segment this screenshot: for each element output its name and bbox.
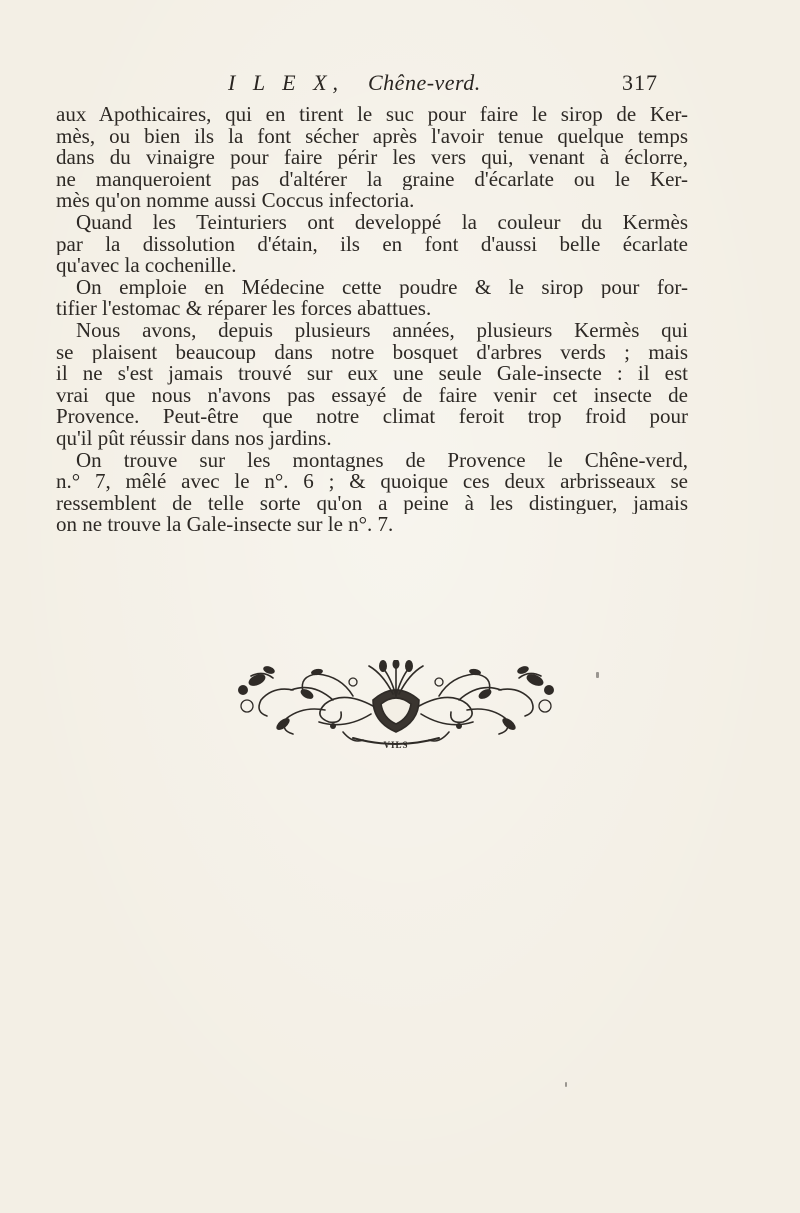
ornament-inscription: VILS: [383, 740, 409, 750]
running-head-title: I L E X,: [228, 70, 345, 95]
text-line: tifier l'estomac & réparer les forces abattues.: [56, 298, 432, 320]
running-head-subtitle: Chêne-verd.: [368, 70, 481, 95]
running-head: [228, 70, 658, 100]
text-line: On trouve sur les montagnes de Provence le Chêne-verd,: [76, 449, 688, 472]
text-line: Quand les Teinturiers ont developpé la couleur du Kermès: [76, 211, 688, 234]
text-line: ne manqueroient pas d'altérer la graine d'écarlate ou le Ker-: [56, 168, 688, 191]
text-line: il ne s'est jamais trouvé sur eux une seule Gale-insecte : il est: [56, 363, 688, 385]
stray-mark: [596, 672, 599, 678]
text-line: par la dissolution d'étain, ils en font d'aussi belle écarlate: [56, 233, 688, 256]
text-line: vrai que nous n'avons pas essayé de faire venir cet insecte de: [56, 384, 688, 407]
text-line: se plaisent beaucoup dans notre bosquet d'arbres verds ; mais: [56, 341, 688, 364]
text-line: dans du vinaigre pour faire périr les vers qui, venant à éclorre,: [56, 147, 688, 169]
text-line: qu'il pût réussir dans nos jardins.: [56, 427, 332, 450]
text-line: Provence. Peut-être que notre climat feroit trop froid pour: [56, 406, 688, 428]
text-line: On emploie en Médecine cette poudre & le sirop pour for-: [76, 276, 688, 299]
page-number: 317: [622, 70, 658, 95]
text-line: aux Apothicaires, qui en tirent le suc pour faire le sirop de Ker-: [56, 104, 688, 126]
text-line: on ne trouve la Gale-insecte sur le n°. 7.: [56, 514, 394, 536]
text-line: qu'avec la cochenille.: [56, 255, 237, 277]
stray-mark: [565, 1082, 567, 1087]
text-line: mès, ou bien ils la font sécher après l'avoir tenue quelque temps: [56, 125, 688, 148]
floral-tailpiece-ornament-icon: [233, 660, 559, 752]
text-line: Nous avons, depuis plusieurs années, plusieurs Kermès qui: [76, 319, 688, 342]
text-line: ressemblent de telle sorte qu'on a peine à les distinguer, jamais: [56, 492, 688, 515]
body-text: [56, 104, 688, 536]
text-line: mès qu'on nomme aussi Coccus infectoria.: [56, 190, 415, 212]
text-line: n.° 7, mêlé avec le n°. 6 ; & quoique ces deux arbrisseaux se: [56, 471, 688, 493]
